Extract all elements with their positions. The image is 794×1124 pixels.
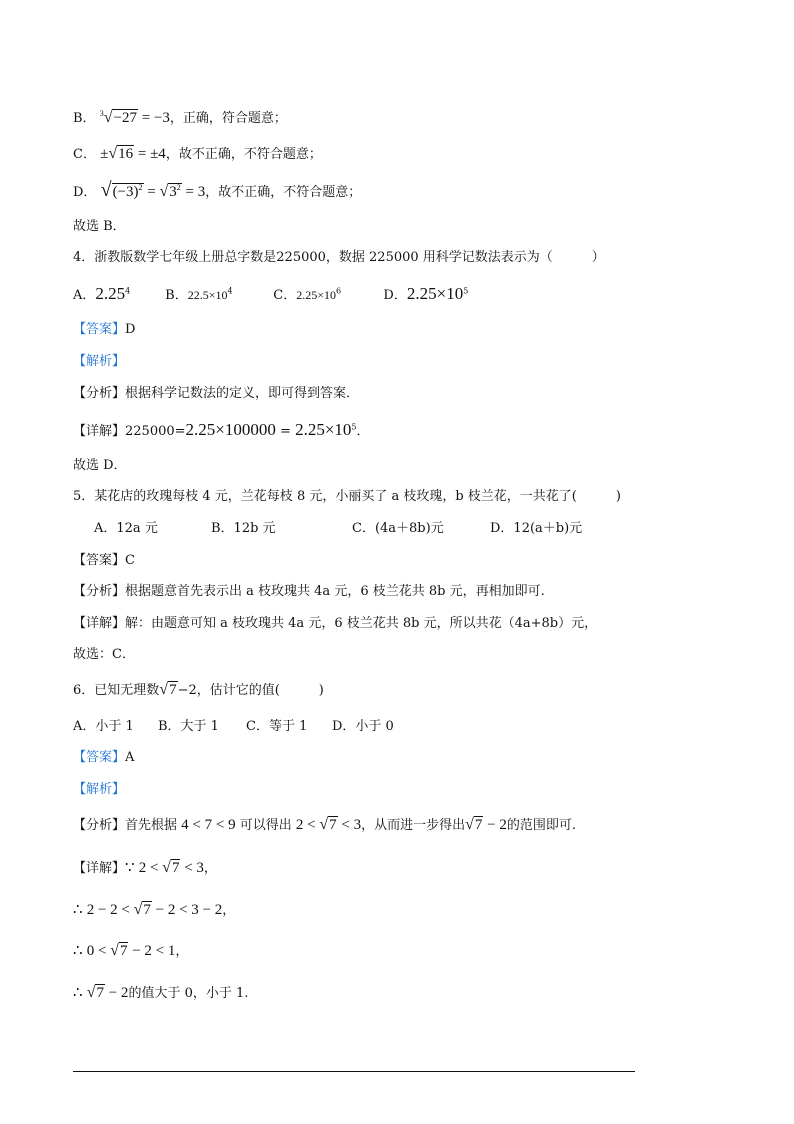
option-label: D． — [73, 185, 97, 200]
reasoning-6 — [73, 815, 576, 836]
therefore-symbol: ∴ — [73, 902, 83, 918]
reasoning-text: 的范围即可. — [506, 818, 577, 833]
reasoning-5 — [73, 582, 545, 602]
option-c — [273, 285, 379, 306]
analysis-tag: 【解析】 — [73, 354, 126, 369]
equation-result: = −3 — [141, 110, 170, 126]
step-1 — [73, 900, 235, 921]
exponent: 5 — [351, 422, 357, 432]
inequality — [87, 902, 223, 918]
option-label: B． — [165, 288, 188, 303]
root-index: 3 — [99, 109, 104, 118]
inequality — [139, 860, 204, 876]
expression — [465, 817, 507, 833]
question-6-options — [73, 717, 394, 737]
step-2 — [73, 941, 188, 962]
inequality-left: 2 − 2 < — [86, 902, 130, 918]
inequality-right: − 2 < 1 — [132, 943, 176, 959]
expression-rest: − 2 — [487, 817, 507, 833]
option-a: A．12a 元 — [94, 521, 158, 536]
radicand: 7 — [169, 682, 177, 698]
option-value: 22.5×10 — [187, 288, 228, 302]
option-value: 2.25×10 — [406, 284, 464, 303]
option-d — [383, 284, 468, 306]
radical-sign: √ — [86, 984, 96, 1001]
option-a — [73, 284, 161, 306]
therefore-symbol: ∴ — [73, 985, 83, 1001]
equals: = — [147, 184, 156, 200]
radical-sign: √ — [465, 816, 474, 833]
question-4-options — [73, 284, 468, 306]
option-d: D．小于 0 — [332, 719, 394, 734]
reasoning-text: 根据题意首先表示出 a 枝玫瑰共 4a 元，6 枝兰花共 8b 元，再相加即可. — [125, 584, 545, 599]
radicand: −27 — [113, 110, 137, 126]
analysis-6 — [73, 780, 125, 800]
exponent: 2 — [138, 183, 143, 192]
question-5-options — [94, 519, 582, 539]
punctuation: ， — [203, 861, 217, 876]
detail-text: 解：由题意可知 a 枝玫瑰共 4a 元，6 枝兰花共 8b 元，所以共花（4a+8b）元， — [125, 616, 598, 631]
equation-result: = ±4 — [137, 146, 166, 162]
option-label: D． — [383, 288, 407, 303]
expression — [87, 985, 129, 1001]
because-symbol: ∵ — [125, 860, 135, 876]
radical-sign: √ — [108, 145, 118, 162]
cube-root-expression — [100, 110, 170, 126]
reasoning-text: 根据科学记数法的定义，即可得到答案． — [125, 386, 360, 401]
radical-sign: √ — [162, 859, 171, 876]
analysis-4 — [73, 352, 125, 372]
line-text: ，故不正确，不符合题意； — [205, 185, 362, 200]
reasoning-4 — [73, 384, 359, 404]
radicand: 7 — [474, 817, 483, 833]
answer-tag: 【答案】 — [73, 322, 126, 337]
plus-minus: ± — [100, 146, 109, 162]
conclusion-5: 故选：C． — [73, 647, 135, 662]
reasoning-tag: 【分析】 — [73, 584, 126, 599]
option-b — [165, 285, 269, 306]
punctuation: ， — [222, 903, 236, 918]
exponent: 2 — [176, 183, 181, 192]
option-c: C．(4a＋8b)元 — [352, 521, 444, 536]
detail-math: 2.25×100000 — [185, 420, 276, 439]
option-value: 2.25 — [95, 284, 126, 303]
radicand: 7 — [96, 985, 104, 1001]
inequality-right: < 3 — [341, 817, 362, 833]
radicand: (−3) — [112, 184, 139, 200]
option-label: B． — [73, 111, 96, 126]
analysis-tag: 【解析】 — [73, 782, 126, 797]
reasoning-tag: 【分析】 — [73, 818, 126, 833]
answer-value: A — [125, 750, 135, 765]
radicand: 3 — [169, 184, 177, 200]
answer-value: D — [125, 322, 136, 337]
line-text: ，正确，符合题意； — [169, 111, 287, 126]
option-c: C．等于 1 — [246, 719, 308, 734]
detail-text: 225000= — [125, 424, 186, 439]
radical-sign: √ — [103, 109, 113, 126]
inequality-left: 2 < — [295, 817, 316, 833]
line-text: ，故不正确，不符合题意； — [165, 147, 322, 162]
question-6-stem — [73, 680, 324, 701]
footer-divider — [73, 1071, 635, 1072]
radicand: 7 — [119, 943, 128, 959]
inequality-left: 2 < — [138, 860, 159, 876]
detail-4 — [73, 420, 370, 442]
answer-value: C — [125, 553, 135, 568]
option-a: A．小于 1 — [73, 719, 134, 734]
equation-result: = 3 — [185, 184, 206, 200]
option-b: B．12b 元 — [211, 521, 276, 536]
question-4-stem: 4．浙教版数学七年级上册总字数是225000，数据 225000 用科学记数法表示为（ ） — [73, 250, 605, 265]
answer-5 — [73, 551, 135, 571]
period: ． — [356, 424, 370, 439]
option-label: A． — [73, 288, 96, 303]
option-label: C． — [273, 288, 297, 303]
equals: = — [280, 424, 291, 439]
inequality — [296, 817, 361, 833]
punctuation: ， — [175, 944, 189, 959]
sqrt-expression — [159, 682, 177, 698]
conclusion-line: 故选 B． — [73, 219, 126, 234]
radicand: 7 — [143, 902, 151, 918]
step-3 — [73, 983, 248, 1004]
exponent: 6 — [336, 286, 342, 296]
reasoning-text: 可以得出 — [239, 818, 292, 833]
exponent: 4 — [125, 286, 131, 296]
radical-sign: √ — [319, 816, 329, 833]
option-label: C． — [73, 147, 96, 162]
radical-sign: √ — [159, 183, 169, 200]
line-option-d — [73, 180, 361, 203]
sqrt-expression — [100, 179, 206, 201]
reasoning-text: 首先根据 — [125, 818, 178, 833]
exponent: 4 — [227, 286, 233, 296]
sqrt-expression — [100, 146, 166, 162]
expression-rest: − 2 — [108, 985, 129, 1001]
exponent: 5 — [463, 286, 469, 296]
detail-result: 2.25×10 — [295, 420, 352, 439]
radicand: 7 — [171, 860, 180, 876]
conclusion-4: 故选 D． — [73, 458, 127, 473]
detail-tag: 【详解】 — [73, 861, 126, 876]
reasoning-tag: 【分析】 — [73, 386, 126, 401]
answer-tag: 【答案】 — [73, 553, 126, 568]
detail-6 — [73, 858, 217, 879]
question-5-stem: 5．某花店的玫瑰每枝 4 元，兰花每枝 8 元，小丽买了 a 枝玫瑰，b 枝兰花，一共花了( ) — [73, 489, 621, 504]
answer-tag: 【答案】 — [73, 750, 126, 765]
detail-tag: 【详解】 — [73, 616, 126, 631]
inequality-left: 0 < — [86, 943, 107, 959]
option-d: D．12(a＋b)元 — [490, 521, 583, 536]
inequality — [87, 943, 176, 959]
radical-sign: √ — [159, 681, 169, 698]
inequality-right: − 2 < 3 − 2 — [155, 902, 223, 918]
answer-4 — [73, 320, 135, 340]
stem-text: 6．已知无理数 — [73, 683, 160, 698]
option-value: 2.25×10 — [296, 288, 337, 302]
radicand: 16 — [118, 146, 134, 162]
line-option-b — [73, 108, 287, 129]
answer-6 — [73, 748, 134, 768]
radical-sign: √ — [110, 942, 119, 959]
detail-tag: 【详解】 — [73, 424, 126, 439]
line-option-c — [73, 144, 322, 165]
inequality-right: < 3 — [184, 860, 204, 876]
inequality: 4 < 7 < 9 — [181, 817, 236, 833]
conclusion-text: 的值大于 0，小于 1. — [128, 986, 249, 1001]
detail-5 — [73, 614, 597, 634]
option-b: B．大于 1 — [158, 719, 219, 734]
stem-text: −2，估计它的值( ) — [177, 683, 324, 698]
radical-sign: √ — [133, 901, 143, 918]
therefore-symbol: ∴ — [73, 943, 83, 959]
radical-sign: √ — [100, 179, 112, 201]
radicand: 7 — [329, 817, 337, 833]
reasoning-text: ，从而进一步得出 — [361, 818, 466, 833]
